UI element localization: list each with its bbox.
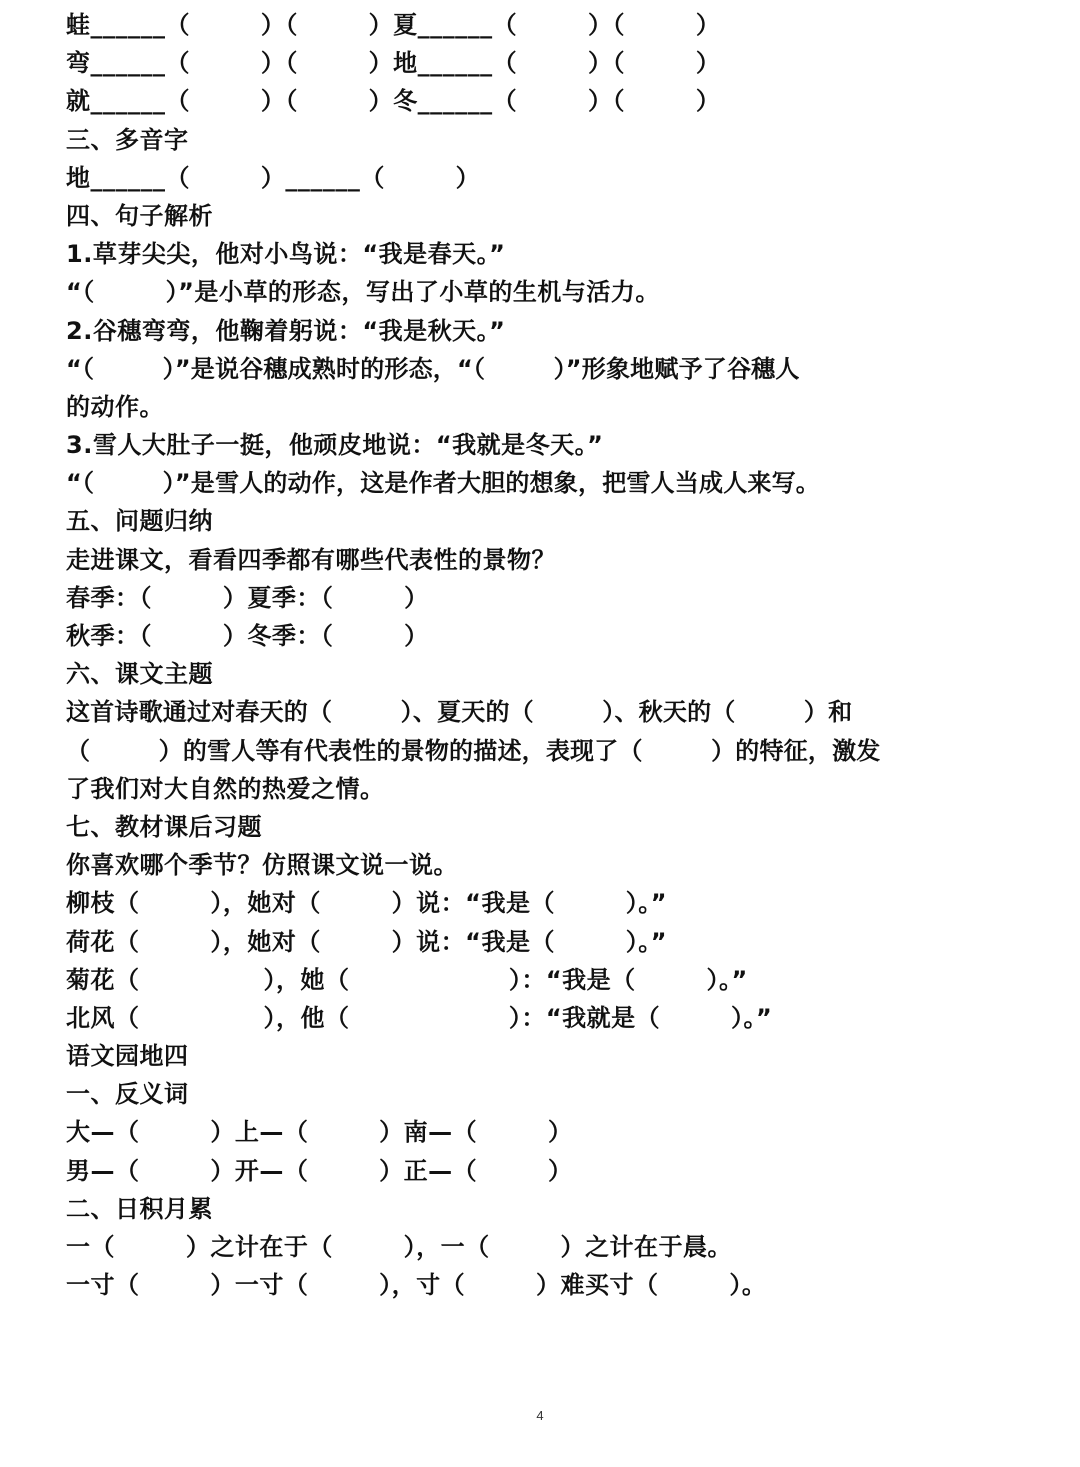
page-number: 4 (536, 1408, 544, 1423)
theme-line-3: 了我们对大自然的热爱之情。 (66, 774, 385, 803)
antonyms-row-1: 大—（ ）上—（ ）南—（ ） (66, 1118, 573, 1147)
sentence-3-question: “（ ）”是雪人的动作，这是作者大胆的想象，把雪人当成人来写。 (66, 469, 820, 498)
section-heading-daily-accumulation: 二、日积月累 (66, 1194, 213, 1223)
summary-spring-summer: 春季：（ ）夏季：（ ） (66, 583, 429, 612)
summary-autumn-winter: 秋季：（ ）冬季：（ ） (66, 622, 429, 650)
exercise-north-wind: 北风（ ），他（ ）：“我就是（ ）。” (66, 1003, 773, 1032)
proverb-2: 一寸（ ）一寸（ ），寸（ ）难买寸（ ）。 (66, 1271, 767, 1300)
exercise-chrysanthemum: 菊花（ ），她（ ）：“我是（ ）。” (66, 965, 748, 994)
exercise-lotus: 荷花（ ），她对（ ）说：“我是（ ）。” (66, 927, 668, 956)
proverb-1: 一（ ）之计在于（ ），一（ ）之计在于晨。 (66, 1233, 733, 1261)
unit-heading-garden-4: 语文园地四 (66, 1042, 189, 1071)
theme-line-1: 这首诗歌通过对春天的（ ）、夏天的（ ）、秋天的（ ）和 (66, 698, 853, 727)
antonyms-row-2: 男—（ ）开—（ ）正—（ ） (66, 1156, 573, 1185)
sentence-2: 2.谷穗弯弯，他鞠着躬说：“我是秋天。” (66, 316, 506, 345)
blank-row-wa-xia: 蛙______（ ）（ ）夏______（ ）（ ） (66, 11, 721, 39)
blank-row-jiu-dong: 就______（ ）（ ）冬______（ ）（ ） (66, 87, 721, 116)
section-heading-antonyms: 一、反义词 (66, 1080, 189, 1109)
section-heading-sentence-analysis: 四、句子解析 (66, 201, 213, 230)
section-heading-summary: 五、问题归纳 (66, 507, 213, 536)
exercise-prompt: 你喜欢哪个季节？仿照课文说一说。 (66, 851, 458, 880)
theme-line-2: （ ）的雪人等有代表性的景物的描述，表现了（ ）的特征，激发 (66, 736, 881, 765)
section-heading-polyphonic: 三、多音字 (66, 125, 189, 154)
sentence-1-question: “（ ）”是小草的形态，写出了小草的生机与活力。 (66, 278, 660, 307)
blank-row-wan-di: 弯______（ ）（ ）地______（ ）（ ） (66, 49, 721, 78)
exercise-willow: 柳枝（ ），她对（ ）说：“我是（ ）。” (66, 889, 668, 918)
worksheet-body (66, 6, 1026, 1304)
sentence-2-question-cont: 的动作。 (66, 392, 164, 421)
section-heading-theme: 六、课文主题 (66, 660, 213, 689)
sentence-2-question: “（ ）”是说谷穗成熟时的形态，“（ ）”形象地赋予了谷穗人 (66, 354, 800, 383)
summary-question: 走进课文，看看四季都有哪些代表性的景物？ (66, 545, 556, 574)
sentence-3: 3.雪人大肚子一挺，他顽皮地说：“我就是冬天。” (66, 431, 604, 460)
section-heading-exercises: 七、教材课后习题 (66, 812, 262, 841)
blank-row-polyphonic-di: 地______（ ）______（ ） (66, 163, 481, 192)
sentence-1: 1.草芽尖尖，他对小鸟说：“我是春天。” (66, 240, 506, 269)
